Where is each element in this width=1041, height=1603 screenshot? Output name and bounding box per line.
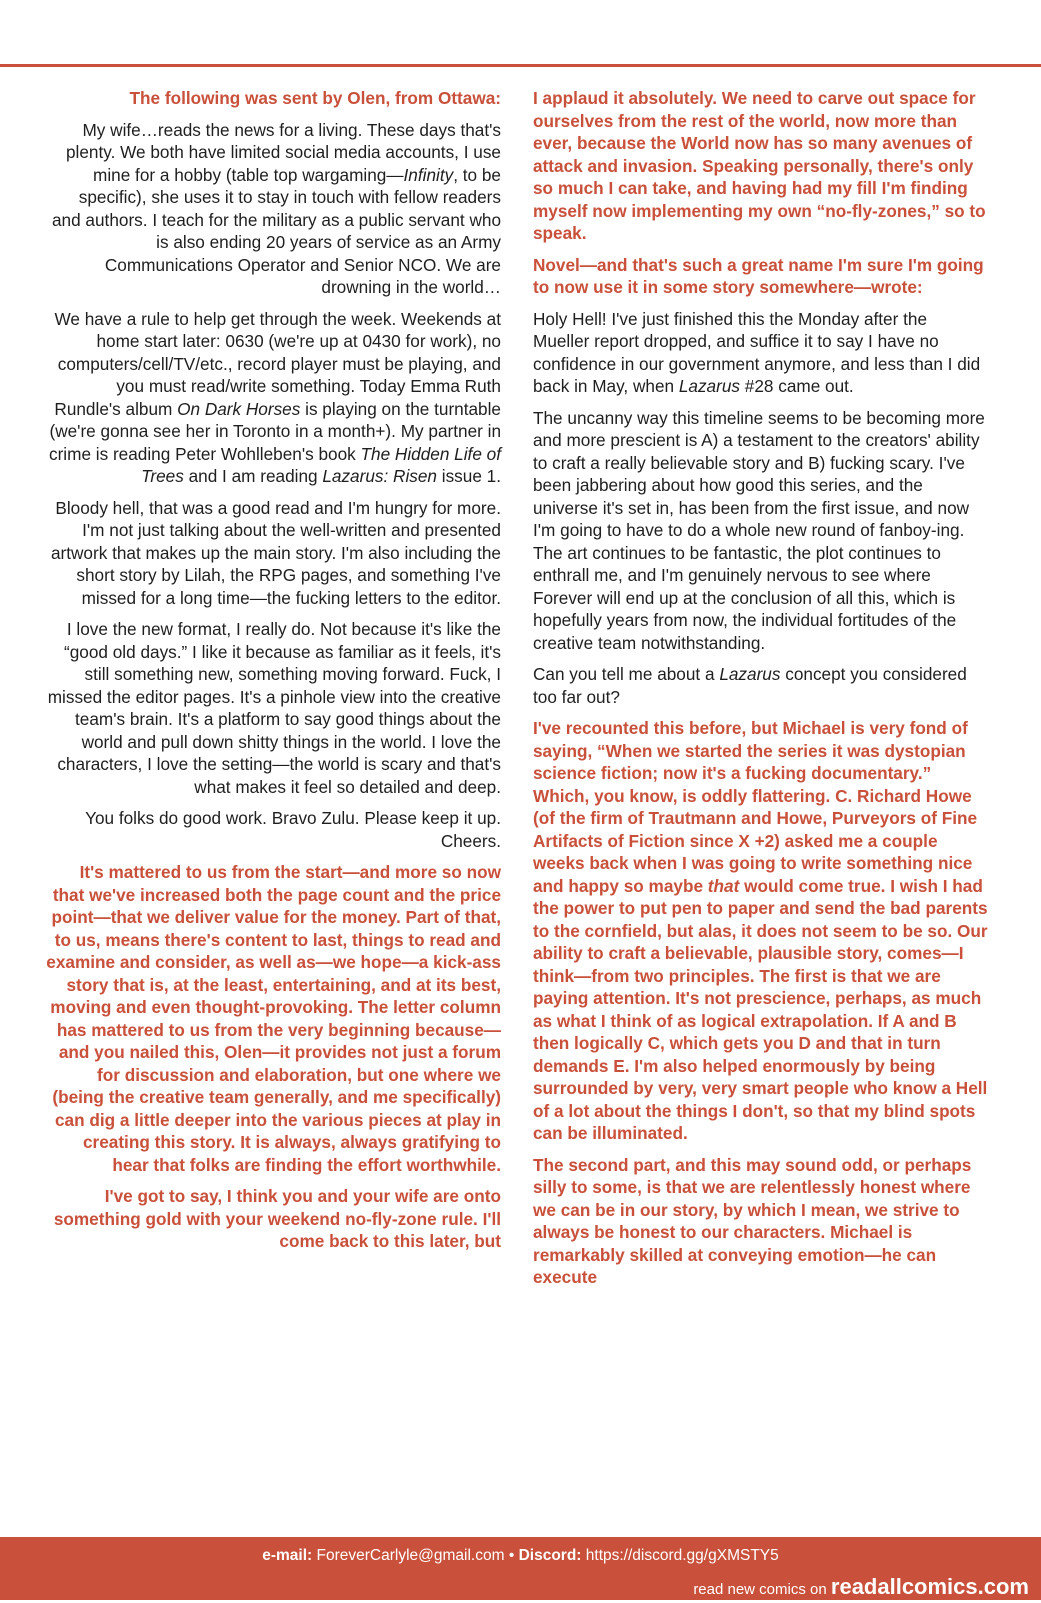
letter-paragraph: The uncanny way this timeline seems to be becoming more and more prescient is A) a testament to the creators' ability to craft a really believable story and B) fucking scary. I've been jabbering about how good this series, and the universe it's set in, has been from the first issue, and now I'm going to have to do a whole new round of fanboy-ing. The art continues to be fantastic, the plot continues to enthrall me, and I'm genuinely nervous to see where Forever will end up at the conclusion of all this, which is hopefully years from now, the individual fortitudes of the creative team notwithstanding. — [533, 407, 985, 653]
letter-paragraph: You folks do good work. Bravo Zulu. Please keep it up. Cheers. — [85, 808, 501, 851]
letter-paragraph: My wife…reads the news for a living. These days that's plenty. We both have limited social media accounts, I use mine for a hobby (table top wargaming—Infinity, to be specific), she uses it to stay in touch with fellow readers and authors. I teach for the military as a public servant who is also ending 20 years of service as an Army Communications Operator and Senior NCO. We are drowning in the world… — [51, 119, 501, 297]
editor-reply: I've got to say, I think you and your wife are onto something gold with your weekend no-fly-zone rule. I'll come back to this later, but — [53, 1186, 501, 1251]
letter-paragraph: Bloody hell, that was a good read and I'm hungry for more. I'm not just talking about the well-written and presented artwork that makes up the main story. I'm also including the short story by Lilah, the RPG pages, and something I've missed for a long time—the fucking letters to the editor. — [50, 497, 501, 608]
discord-label: Discord: — [518, 1547, 582, 1564]
email-label: e-mail: — [262, 1547, 313, 1564]
letter-paragraph: We have a rule to help get through the week. Weekends at home start later: 0630 (we're up at 0430 for work), no computers/cell/TV/etc., record player must be playing, and you must read/write something. Today Emma Ruth Rundle's album On Dark Horses is playing on the turntable (we're gonna see her in Toronto in a month+). My partner in crime is reading Peter Wohlleben's book The Hidden Life of Trees and I am reading Lazarus: Risen issue 1. — [48, 308, 501, 486]
watermark-site-link[interactable]: readallcomics.com — [830, 1574, 1029, 1599]
editor-reply: It's mattered to us from the start—and more so now that we've increased both the page count and the price point—that we deliver value for the money. Part of that, to us, means there's content to last, things to read and examine and consider, as well as—we hope—a kick-ass story that is, at the least, entertaining, and at its best, moving and even thought-provoking. The letter column has mattered to us from the very beginning because—and you nailed this, Olen—it provides not just a forum for discussion and elaboration, but one where we (being the creative team generally, and me specifically) can dig a little deeper into the various pieces at play in creating this story. It is always, always gratifying to hear that folks are finding the effort worthwhile. — [46, 862, 501, 1175]
letter-paragraph: I love the new format, I really do. Not because it's like the “good old days.” I like it because as familiar as it feels, it's still something new, something moving forward. Fuck, I missed the editor pages. It's a pinhole view into the creative team's brain. It's a platform to say good things about the world and pull down shitty things in the world. I love the characters, I love the setting—the world is scary and that's what makes it feel so detailed and deep. — [47, 619, 501, 797]
letter-paragraph: Holy Hell! I've just finished this the Monday after the Mueller report dropped, and suffice it to say I have no confidence in our government anymore, and less than I did back in May, when Lazarus #28 came out. — [533, 308, 981, 396]
letter-heading-olen: The following was sent by Olen, from Ottawa: — [129, 88, 501, 108]
letter-paragraph: Can you tell me about a Lazarus concept you considered too far out? — [533, 664, 967, 707]
right-column — [533, 87, 988, 1298]
editor-reply: I've recounted this before, but Michael is very fond of saying, “When we started the series it was dystopian science fiction; now it's a fucking documentary.” Which, you know, is oddly flattering. C. Richard Howe (of the firm of Trautmann and Howe, Purveyors of Fine Artifacts of Fiction since X +2) asked me a couple weeks back when I was going to write something nice and happy so maybe that would come true. I wish I had the power to put pen to paper and send the bad parents to the cornfield, but alas, it does not seem to be so. Our ability to craft a believable, plausible story, comes—I think—from two principles. The first is that we are paying attention. It's not prescience, perhaps, as much as what I think of as logical extrapolation. If A and B then logically C, which gets you D and that in turn demands E. I'm also helped enormously by being surrounded by very, very smart people who know a Hell of a lot about the things I don't, so that my blind spots can be illuminated. — [533, 718, 988, 1143]
discord-link[interactable]: https://discord.gg/gXMSTY5 — [585, 1547, 779, 1564]
watermark-prefix: read new comics on — [693, 1581, 831, 1598]
editor-reply: The second part, and this may sound odd, or perhaps silly to some, is that we are relentlessly honest where we can be in our story, by which I mean, we strive to always be honest to our characters. Michael is remarkably skilled at conveying emotion—he can execute — [533, 1154, 972, 1287]
site-watermark — [0, 1574, 1041, 1600]
email-address[interactable]: ForeverCarlyle@gmail.com — [316, 1547, 505, 1564]
letter-heading-novel: Novel—and that's such a great name I'm sure I'm going to now use it in some story somewhere—wrote: — [533, 254, 984, 297]
editor-reply: I applaud it absolutely. We need to carve out space for ourselves from the rest of the world, now more than ever, because the World now has so many avenues of attack and invasion. Speaking personally, there's only so much I can take, and having had my fill I'm finding myself now implementing my own “no-fly-zones,” so to speak. — [533, 88, 986, 243]
contact-footer — [0, 1537, 1041, 1574]
left-column — [46, 87, 501, 1262]
footer-bullet: • — [508, 1547, 515, 1564]
top-divider — [0, 64, 1041, 67]
